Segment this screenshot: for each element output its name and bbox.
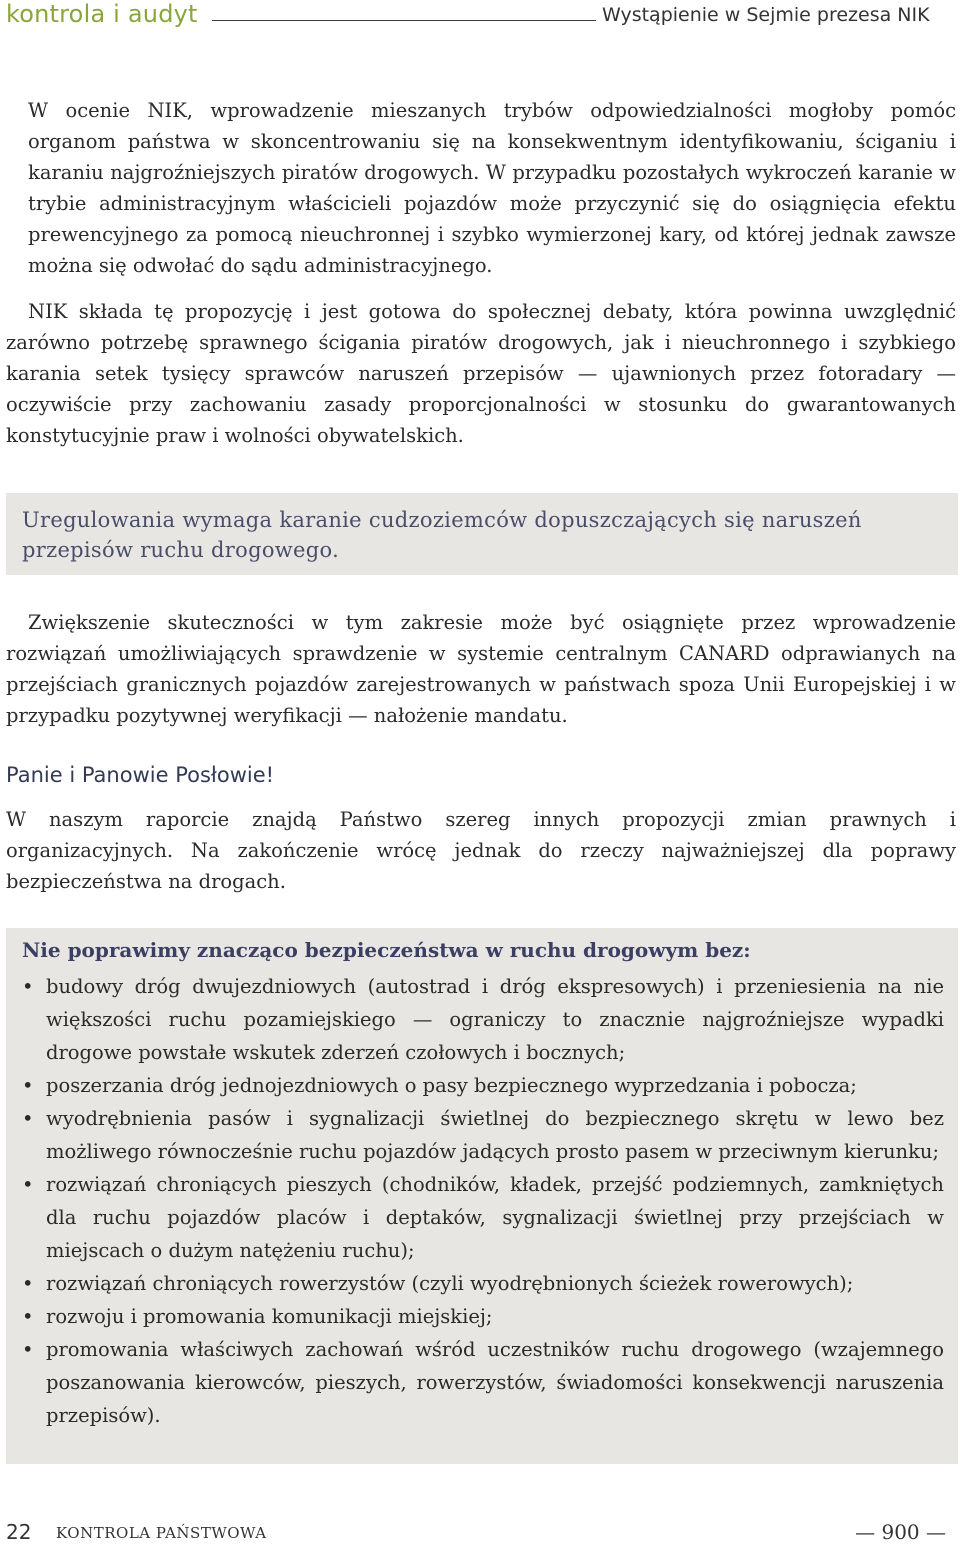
bullet-icon: • (22, 1107, 34, 1130)
list-item (20, 1168, 944, 1267)
bullet-icon: • (22, 1272, 34, 1295)
list-item-text: rozwiązań chroniących rowerzystów (czyli wyodrębnionych ścieżek rowerowych); (46, 1272, 854, 1295)
issue-number: — 900 — (855, 1520, 946, 1544)
list-item (20, 1102, 944, 1168)
bullet-icon: • (22, 1173, 34, 1196)
paragraph-3 (6, 607, 956, 731)
paragraph-text: NIK składa tę propozycję i jest gotowa do społecznej debaty, która powinna uwzględnić zarówno potrzebę sprawnego ścigania piratów drogowych, jak i nieuchronnego i szybkiego karania setek tysięcy sprawców naruszeń przepisów — ujawnionych przez fotoradary — oczywiście przy zachowaniu zasady proporcjonalności w stosunku do gwarantowanych konstytucyjnie praw i wolności obywatelskich. (6, 300, 956, 447)
list-item (20, 970, 944, 1069)
callout-box (6, 493, 958, 575)
callout-text: Uregulowania wymaga karanie cudzoziemców dopuszczających się naruszeń przepisów ruchu drogowego. (22, 508, 862, 562)
box-title: Nie poprawimy znacząco bezpieczeństwa w ruchu drogowym bez: (22, 938, 751, 962)
paragraph-4 (6, 804, 956, 897)
paragraph-1 (28, 95, 956, 281)
list-item (20, 1300, 944, 1333)
list-item-text: poszerzania dróg jednojezdniowych o pasy bezpiecznego wyprzedzania i pobocza; (46, 1074, 857, 1097)
paragraph-text: Zwiększenie skuteczności w tym zakresie może być osiągnięte przez wprowadzenie rozwiązań umożliwiających sprawdzenie w systemie centralnym CANARD odprawianych na przejściach granicznych pojazdów zarejestrowanych w państwach spoza Unii Europejskiej i w przypadku pozytywnej weryfikacji — nałożenie mandatu. (6, 611, 956, 727)
list-item-text: promowania właściwych zachowań wśród uczestników ruchu drogowego (wzajemnego poszanowania kierowców, pieszych, rowerzystów, świadomości konsekwencji naruszenia przepisów). (46, 1338, 944, 1427)
page-header (0, 0, 960, 30)
bullet-icon: • (22, 1305, 34, 1328)
header-rule (212, 20, 596, 21)
paragraph-2 (6, 296, 956, 451)
list-item-text: rozwiązań chroniących pieszych (chodników, kładek, przejść podziemnych, zamkniętych dla ruchu pojazdów placów i deptaków, sygnalizacji świetlnej przy przejściach w miejscach o dużym natężeniu ruchu); (46, 1173, 944, 1262)
publication-name: KONTROLA PAŃSTWOWA (56, 1524, 267, 1542)
list-item-text: budowy dróg dwujezdniowych (autostrad i dróg ekspresowych) i przeniesienia na nie większości ruchu pozamiejskiego — ograniczy to znacznie najgroźniejsze wypadki drogowe powstałe wskutek zderzeń czołowych i bocznych; (46, 975, 944, 1064)
bullet-list (20, 970, 944, 1432)
list-item (20, 1267, 944, 1300)
list-item-text: rozwoju i promowania komunikacji miejskiej; (46, 1305, 493, 1328)
paragraph-text: W naszym raporcie znajdą Państwo szereg innych propozycji zmian prawnych i organizacyjnych. Na zakończenie wrócę jednak do rzeczy najważniejszej dla poprawy bezpieczeństwa na drogach. (6, 808, 956, 893)
page-footer (0, 1520, 960, 1547)
bullet-icon: • (22, 975, 34, 998)
bullet-icon: • (22, 1074, 34, 1097)
page-number: 22 (6, 1520, 32, 1544)
section-label: kontrola i audyt (6, 0, 198, 28)
list-item (20, 1069, 944, 1102)
section-heading: Panie i Panowie Posłowie! (6, 763, 275, 787)
running-title: Wystąpienie w Sejmie prezesa NIK (602, 4, 930, 26)
summary-box (6, 928, 958, 1464)
paragraph-text: W ocenie NIK, wprowadzenie mieszanych trybów odpowiedzialności mogłoby pomóc organom państwa w skoncentrowaniu się na konsekwentnym identyfikowaniu, ściganiu i karaniu najgroźniejszych piratów drogowych. W przypadku pozostałych wykroczeń karanie w trybie administracyjnym właścicieli pojazdów może przyczynić się do osiągnięcia efektu prewencyjnego za pomocą nieuchronnej i szybko wymierzonej kary, od której jednak zawsze można się odwołać do sądu administracyjnego. (28, 99, 956, 277)
bullet-icon: • (22, 1338, 34, 1361)
list-item (20, 1333, 944, 1432)
list-item-text: wyodrębnienia pasów i sygnalizacji świetlnej do bezpiecznego skrętu w lewo bez możliwego równocześnie ruchu pojazdów jadących prosto pasem w przeciwnym kierunku; (46, 1107, 944, 1163)
